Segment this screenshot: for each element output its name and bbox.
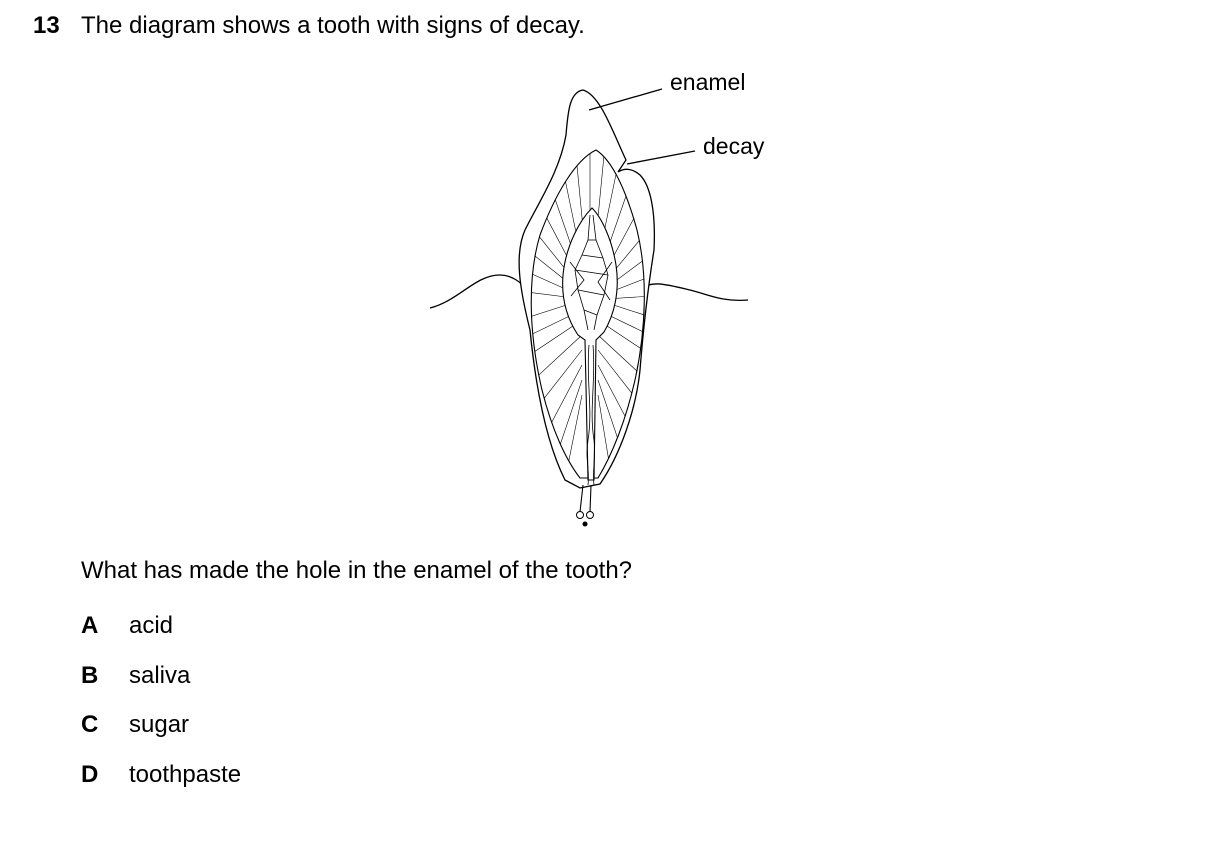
gum-line-right [640, 284, 748, 300]
option-text: saliva [129, 662, 191, 689]
option-a[interactable] [81, 612, 173, 640]
decay-leader [627, 151, 695, 164]
enamel-leader [589, 89, 662, 110]
question-prompt: What has made the hole in the enamel of the tooth? [81, 557, 633, 584]
option-d[interactable] [81, 761, 241, 789]
option-b[interactable] [81, 662, 190, 690]
option-text: sugar [129, 711, 190, 738]
option-text: acid [129, 612, 174, 639]
tooth-diagram [400, 55, 820, 535]
option-letter: C [81, 711, 99, 738]
question-stem: The diagram shows a tooth with signs of decay. [81, 12, 585, 39]
option-c[interactable] [81, 711, 189, 739]
gum-line-left [430, 275, 528, 308]
option-letter: B [81, 662, 99, 689]
question-number: 13 [33, 12, 60, 39]
decay-label: decay [703, 133, 765, 159]
enamel-label: enamel [670, 69, 746, 95]
option-letter: A [81, 612, 99, 639]
option-text: toothpaste [129, 761, 242, 788]
option-letter: D [81, 761, 99, 788]
